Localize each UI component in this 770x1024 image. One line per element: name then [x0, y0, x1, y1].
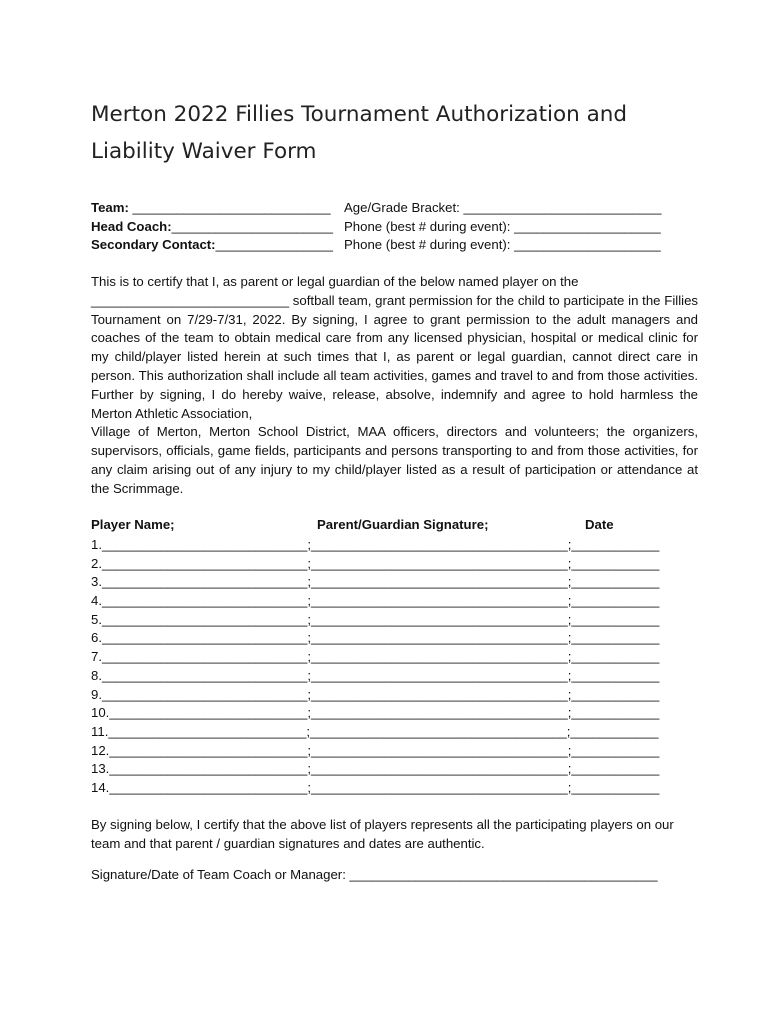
secondary-contact-field[interactable]: ________________ — [215, 237, 333, 252]
player-row-1[interactable]: 1.____________________________;___________________________________;____________ — [91, 537, 660, 552]
player-row-6[interactable]: 6.____________________________;___________________________________;____________ — [91, 630, 660, 646]
player-row-11[interactable]: 11.___________________________;___________________________________;____________ — [91, 723, 659, 739]
head-coach-field[interactable]: ______________________ — [171, 218, 333, 234]
title-line-2: Liability Waiver Form — [91, 139, 317, 164]
title-line-1: Merton 2022 Fillies Tournament Authorization and — [91, 102, 628, 127]
player-table-header — [91, 517, 691, 535]
form-title — [91, 96, 651, 170]
signature-header: Parent/Guardian Signature; — [317, 517, 489, 532]
date-header: Date — [585, 517, 614, 532]
player-row-3[interactable]: 3.____________________________;___________________________________;____________ — [91, 574, 660, 590]
authorization-paragraph: ___________________________ softball team, grant permission for the child to participate in the Fillies Tournament on 7/29-7/31, 2022. By signing, I agree to grant permission to the adult managers and coaches of the team to obtain medical care from any licensed physician, hospital or medical clinic for my child/player listed herein at such times that I, as parent or legal guardian, cannot direct care in person. This authorization shall include all team activities, games and travel to and from those activities. Further by signing, I do hereby waive, release, absolve, indemnify and agree to hold harmless the Merton Athletic Association, — [91, 292, 698, 421]
authorization-text — [91, 273, 698, 499]
secondary-contact-phone-field[interactable]: Phone (best # during event): ____________________ — [344, 237, 661, 252]
player-row-7[interactable]: 7.____________________________;___________________________________;____________ — [91, 649, 660, 665]
secondary-contact-row — [91, 236, 662, 255]
authorization-intro: This is to certify that I, as parent or legal guardian of the below named player on the — [91, 274, 579, 289]
player-rows — [91, 536, 659, 798]
player-row-14[interactable]: 14.___________________________;___________________________________;____________ — [91, 779, 660, 795]
player-row-12[interactable]: 12.___________________________;___________________________________;____________ — [91, 742, 660, 758]
coach-signature-line[interactable]: Signature/Date of Team Coach or Manager: __________________________________________ — [91, 867, 658, 882]
player-row-13[interactable]: 13.___________________________;___________________________________;____________ — [91, 761, 660, 777]
contact-info-block — [91, 199, 662, 255]
head-coach-label: Head Coach: — [91, 218, 172, 234]
player-row-2[interactable]: 2.____________________________;___________________________________;____________ — [91, 555, 660, 571]
head-coach-phone-field[interactable]: Phone (best # during event): ____________________ — [344, 218, 661, 234]
player-row-9[interactable]: 9.____________________________;___________________________________;____________ — [91, 686, 660, 702]
waiver-paragraph: Village of Merton, Merton School District, MAA officers, directors and volunteers; the organizers, supervisors, officials, game fields, participants and persons transporting to and from those activities, for any claim arising out of any injury to my child/player listed as a result of participation or attendance at the Scrimmage. — [91, 424, 698, 496]
player-row-5[interactable]: 5.____________________________;___________________________________;____________ — [91, 611, 660, 627]
certification-statement — [91, 816, 691, 853]
player-row-4[interactable]: 4.____________________________;___________________________________;____________ — [91, 593, 660, 609]
age-bracket-field[interactable]: Age/Grade Bracket: ___________________________ — [344, 200, 662, 215]
team-field[interactable]: ___________________________ — [128, 200, 331, 215]
player-row-8[interactable]: 8.____________________________;___________________________________;____________ — [91, 667, 660, 683]
player-row-10[interactable]: 10.___________________________;___________________________________;____________ — [91, 705, 660, 721]
player-name-header: Player Name; — [91, 517, 175, 532]
secondary-contact-label: Secondary Contact: — [91, 237, 216, 252]
team-label: Team: — [91, 200, 129, 215]
certification-text: By signing below, I certify that the above list of players represents all the participating players on our team and that parent / guardian signatures and dates are authentic. — [91, 817, 674, 851]
head-coach-row — [91, 218, 662, 237]
team-row — [91, 199, 662, 218]
